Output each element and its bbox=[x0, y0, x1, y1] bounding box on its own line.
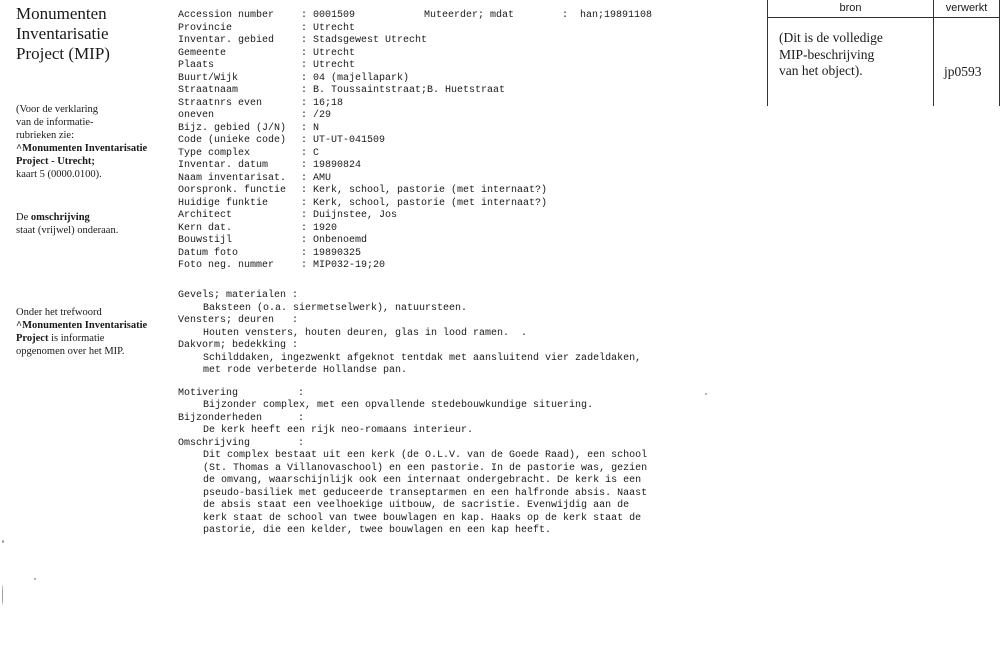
field-label: Oorspronk. functie bbox=[178, 185, 287, 196]
note-text: is informatie bbox=[48, 333, 105, 344]
field-label: Huidige funktie bbox=[178, 197, 269, 209]
field-label: Kern dat. bbox=[178, 222, 233, 234]
description-sections bbox=[178, 290, 718, 538]
field-row: Naam inventarisat. : AMU bbox=[178, 172, 332, 184]
explanation-note bbox=[16, 103, 176, 181]
field-value: B. Toussaintstraat;B. Huetstraat bbox=[313, 85, 506, 96]
field-separator: : bbox=[562, 10, 569, 21]
title-line: Project (MIP) bbox=[16, 44, 110, 63]
note-line: (Voor de verklaring bbox=[16, 104, 99, 115]
note-bold-line: ^Monumenten Inventarisatie bbox=[16, 320, 148, 331]
note-line: Onder het trefwoord bbox=[16, 307, 102, 318]
field-row: Straatnrs even : 16;18 bbox=[178, 97, 344, 109]
field-row: Bouwstijl : Onbenoemd bbox=[178, 235, 368, 246]
field-value: Duijnstee, Jos bbox=[313, 210, 398, 221]
field-row: Inventar. gebied : Stadsgewest Utrecht bbox=[178, 35, 428, 46]
field-row: Foto neg. nummer : MIP032-19;20 bbox=[178, 260, 386, 271]
field-value: MIP032-19;20 bbox=[313, 260, 386, 271]
note-line: opgenomen over het MIP. bbox=[16, 346, 125, 357]
field-label: Inventar. datum bbox=[178, 160, 269, 171]
column-divider bbox=[933, 0, 934, 106]
field-value: 19890325 bbox=[313, 247, 362, 259]
note-bold-line: Project - Utrecht; bbox=[16, 156, 95, 167]
field-label: Plaats bbox=[178, 60, 215, 71]
section-heading: Motivering : bbox=[178, 387, 305, 399]
field-label: Straatnaam bbox=[178, 85, 239, 96]
section-heading: Vensters; deuren : bbox=[178, 315, 299, 326]
field-row: Code (unieke code) : UT-UT-041509 bbox=[178, 135, 386, 146]
verwerkt-header: verwerkt bbox=[945, 2, 988, 14]
field-value: Utrecht bbox=[313, 22, 356, 34]
field-row: Inventar. datum : 19890824 bbox=[178, 160, 362, 171]
field-label: Architect bbox=[178, 210, 233, 221]
source-box bbox=[767, 0, 1000, 106]
title-line: Monumenten bbox=[16, 4, 107, 23]
field-row: oneven : /29 bbox=[178, 110, 332, 121]
field-row: Datum foto : 19890325 bbox=[178, 247, 362, 259]
field-row: Type complex : C bbox=[178, 147, 320, 159]
field-value: Stadsgewest Utrecht bbox=[313, 35, 428, 46]
field-label: Inventar. gebied bbox=[178, 35, 275, 46]
note-line: rubrieken zie: bbox=[16, 130, 75, 141]
field-row: Huidige funktie : Kerk, school, pastorie (met internaat?) bbox=[178, 197, 548, 209]
section-body: Houten vensters, houten deuren, glas in lood ramen. . bbox=[203, 327, 528, 339]
note-bold-word: omschrijving bbox=[30, 212, 90, 223]
field-value: UT-UT-041509 bbox=[313, 135, 386, 146]
verwerkt-value: jp0593 bbox=[944, 64, 982, 79]
note-line: staat (vrijwel) onderaan. bbox=[16, 225, 119, 236]
field-label: oneven bbox=[178, 110, 215, 121]
field-label: Code (unieke code) bbox=[178, 135, 287, 146]
field-label: Type complex bbox=[178, 147, 251, 159]
field-label: Naam inventarisat. bbox=[178, 172, 287, 184]
field-label: Bijz. gebied (J/N) bbox=[178, 122, 287, 134]
section-body: De kerk heeft een rijk neo-romaans interieur. bbox=[203, 425, 474, 436]
field-value: 19890824 bbox=[313, 160, 362, 171]
scan-speck bbox=[705, 393, 707, 395]
field-label: Gemeente bbox=[178, 47, 227, 59]
field-value: Kerk, school, pastorie (met internaat?) bbox=[313, 185, 548, 196]
scan-speck bbox=[2, 540, 4, 543]
field-value: AMU bbox=[313, 172, 332, 184]
description-location-note bbox=[16, 211, 176, 237]
field-label: Straatnrs even bbox=[178, 97, 263, 109]
field-label: Foto neg. nummer bbox=[178, 260, 275, 271]
field-label: Datum foto bbox=[178, 247, 239, 259]
field-row: Accession number : 0001509 bbox=[178, 10, 356, 21]
section-heading: Dakvorm; bedekking : bbox=[178, 340, 299, 351]
scan-speck bbox=[2, 585, 3, 605]
field-value: /29 bbox=[313, 110, 332, 121]
keyword-note bbox=[16, 306, 176, 358]
mutator-field bbox=[424, 10, 652, 21]
section-body: Bijzonder complex, met een opvallende stedebouwkundige situering. bbox=[203, 400, 594, 411]
field-value: Utrecht bbox=[313, 47, 356, 59]
field-value: 16;18 bbox=[313, 97, 344, 109]
field-value: han;19891108 bbox=[580, 10, 653, 21]
note-text: De bbox=[16, 212, 31, 223]
field-label: Buurt/Wijk bbox=[178, 72, 239, 84]
field-label: Provincie bbox=[178, 22, 233, 34]
note-bold-line: ^Monumenten Inventarisatie bbox=[16, 143, 148, 154]
field-row: Oorspronk. functie : Kerk, school, pastorie (met internaat?) bbox=[178, 185, 548, 196]
note-line: van de informatie- bbox=[16, 117, 94, 128]
field-value: 0001509 bbox=[313, 10, 356, 21]
field-row: Provincie : Utrecht bbox=[178, 22, 356, 34]
bron-header: bron bbox=[839, 2, 862, 14]
bron-text bbox=[779, 30, 929, 80]
field-value: Kerk, school, pastorie (met internaat?) bbox=[313, 197, 548, 209]
field-value: C bbox=[313, 147, 320, 159]
record-fields bbox=[178, 10, 653, 273]
bron-line: MIP-beschrijving bbox=[779, 46, 875, 62]
field-value: 1920 bbox=[313, 222, 338, 234]
scan-speck bbox=[34, 578, 36, 580]
section-body: Dit complex bestaat uit een kerk (de O.L.V. van de Goede Raad), een school (St. Thomas a Villanovaschool) en een pastorie. In de pastorie was, gezien de omvang, waarschijnlijk ook een internaat ondergebracht. De kerk is een pseudo-basiliek met geduceerde transeptarmen en een halfronde absis. Naast de absis staat een veelhoekige uitbouw, de sacristie. Evenwijdig aan de kerk staat de school van twee bouwlagen en kap. Haaks op de kerk staat de pastorie, die een kelder, twee bouwlagen en een kap heeft. bbox=[203, 450, 648, 536]
section-body: Baksteen (o.a. siermetselwerk), natuursteen. bbox=[203, 302, 468, 314]
field-row: Kern dat. : 1920 bbox=[178, 222, 338, 234]
field-value: N bbox=[313, 122, 320, 134]
field-label: Bouwstijl bbox=[178, 235, 233, 246]
field-value: Onbenoemd bbox=[313, 235, 368, 246]
section-heading: Gevels; materialen : bbox=[178, 290, 299, 301]
section-body: Schilddaken, ingezwenkt afgeknot tentdak met aansluitend vier zadeldaken, met rode verbeterde Hollandse pan. bbox=[203, 352, 642, 376]
field-row: Plaats : Utrecht bbox=[178, 60, 356, 71]
field-row: Bijz. gebied (J/N) : N bbox=[178, 122, 320, 134]
project-title bbox=[16, 4, 166, 64]
field-label: Accession number bbox=[178, 10, 275, 21]
note-bold-word: Project bbox=[16, 333, 49, 344]
bron-line: (Dit is de volledige bbox=[779, 30, 883, 45]
field-row: Straatnaam : B. Toussaintstraat;B. Huetstraat bbox=[178, 85, 506, 96]
field-value: Utrecht bbox=[313, 60, 356, 71]
field-row: Gemeente : Utrecht bbox=[178, 47, 356, 59]
field-row: Architect : Duijnstee, Jos bbox=[178, 210, 398, 221]
title-line: Inventarisatie bbox=[16, 24, 109, 43]
field-value: 04 (majellapark) bbox=[313, 72, 410, 84]
field-row: Buurt/Wijk : 04 (majellapark) bbox=[178, 72, 410, 84]
field-label: Muteerder; mdat bbox=[424, 10, 515, 21]
note-line: kaart 5 (0000.0100). bbox=[16, 169, 102, 180]
section-heading: Bijzonderheden : bbox=[178, 412, 305, 424]
bron-line: van het object). bbox=[779, 63, 863, 78]
section-heading: Omschrijving : bbox=[178, 437, 305, 449]
